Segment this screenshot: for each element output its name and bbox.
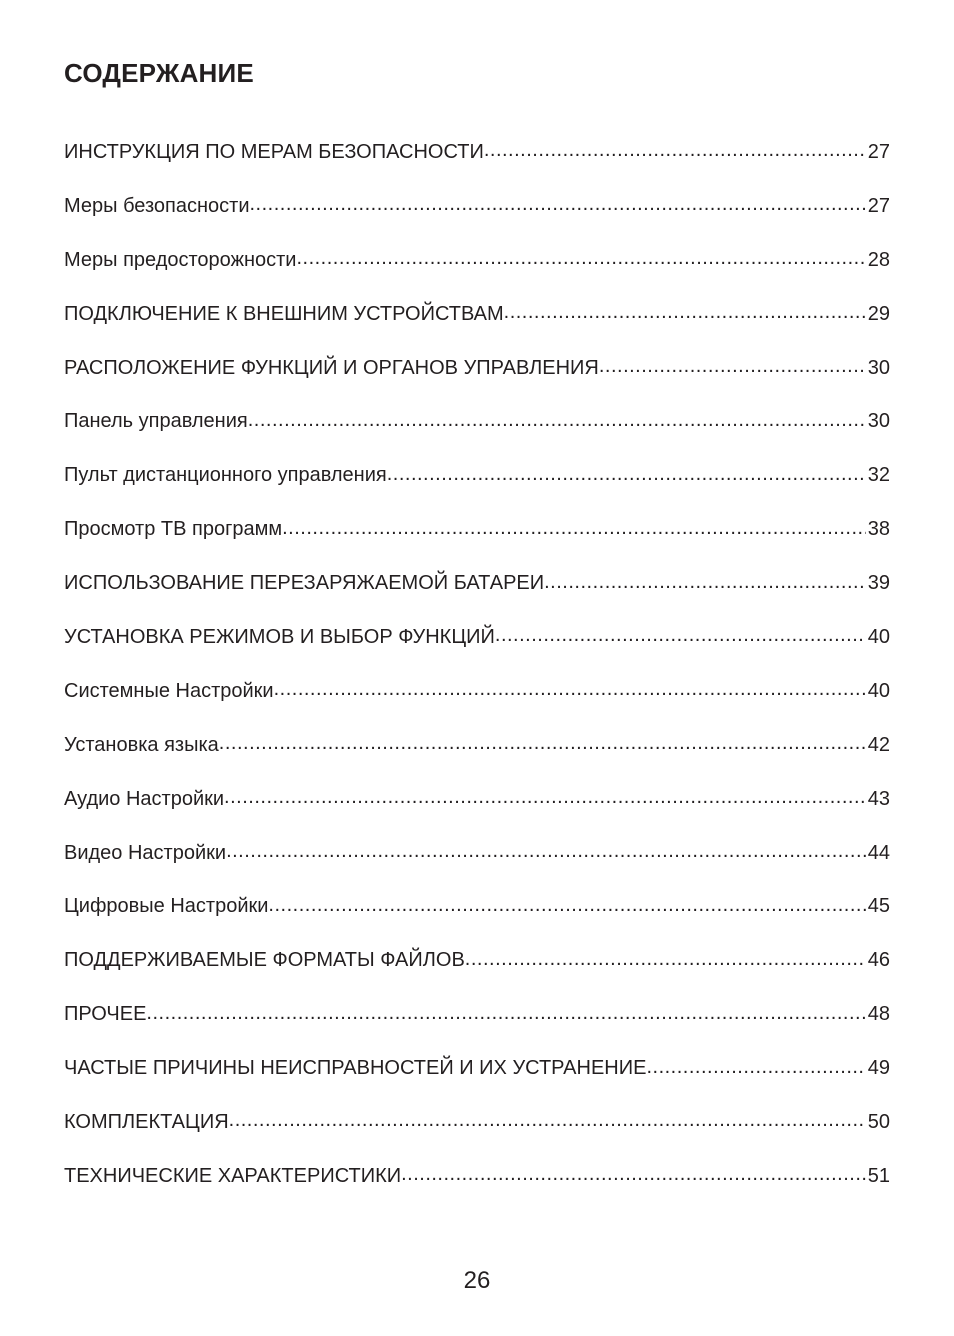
toc-entry-page: 27 [867, 194, 890, 217]
toc-leader-dots [268, 892, 866, 912]
toc-leader-dots [465, 946, 866, 966]
toc-entry-label: Цифровые Настройки [64, 895, 269, 918]
toc-entry-label: ИНСТРУКЦИЯ ПО МЕРАМ БЕЗОПАСНОСТИ [64, 141, 484, 163]
toc-entry-label: ТЕХНИЧЕСКИЕ ХАРАКТЕРИСТИКИ [64, 1164, 402, 1187]
toc-entry-label: КОМПЛЕКТАЦИЯ [64, 1111, 229, 1134]
toc-entry-page: 39 [867, 572, 890, 595]
toc-entry-page: 40 [867, 626, 890, 649]
toc-entry-label: Панель управления [64, 410, 248, 433]
toc-entry-label: ЧАСТЫЕ ПРИЧИНЫ НЕИСПРАВНОСТЕЙ И ИХ УСТРАНЕНИЕ [64, 1057, 647, 1080]
toc-leader-dots [226, 839, 866, 859]
toc-entry [64, 1162, 890, 1216]
toc-entry [64, 246, 890, 300]
toc-entry-label: Видео Настройки [64, 841, 227, 864]
toc-entry-page: 45 [867, 895, 890, 918]
toc-entry-page: 29 [867, 302, 890, 325]
toc-leader-dots [229, 1108, 866, 1128]
toc-leader-dots [646, 1054, 866, 1074]
toc-leader-dots [504, 300, 866, 320]
toc-entry-label: Пульт дистанционного управления [64, 464, 387, 487]
toc-entry-page: 48 [867, 1003, 890, 1026]
toc-leader-dots [274, 677, 866, 697]
toc-leader-dots [495, 623, 866, 643]
table-of-contents [64, 138, 890, 1216]
toc-entry-page: 44 [867, 841, 890, 864]
toc-leader-dots [296, 246, 866, 266]
toc-entry [64, 1054, 890, 1108]
toc-leader-dots [401, 1162, 866, 1182]
toc-leader-dots [282, 515, 866, 535]
toc-entry [64, 461, 890, 515]
toc-entry [64, 300, 890, 354]
page-number: 26 [463, 1267, 491, 1294]
toc-entry-page: 30 [867, 410, 890, 433]
toc-entry-label: Меры предосторожности [64, 248, 297, 271]
toc-entry-label: Меры безопасности [64, 194, 250, 217]
toc-entry [64, 515, 890, 569]
toc-leader-dots [250, 192, 867, 212]
toc-entry [64, 677, 890, 731]
toc-entry-page: 51 [867, 1164, 890, 1187]
toc-leader-dots [248, 407, 866, 427]
toc-entry-label: ПРОЧЕЕ [64, 1003, 147, 1026]
toc-entry-label: ИСПОЛЬЗОВАНИЕ ПЕРЕЗАРЯЖАЕМОЙ БАТАРЕИ [64, 572, 545, 595]
toc-entry-page: 30 [867, 356, 890, 379]
toc-entry-label: Системные Настройки [64, 679, 274, 702]
toc-entry [64, 1108, 890, 1162]
toc-entry-label: ПОДДЕРЖИВАЕМЫЕ ФОРМАТЫ ФАЙЛОВ [64, 949, 465, 972]
toc-leader-dots [387, 461, 866, 481]
page-title: СОДЕРЖАНИЕ [64, 58, 254, 88]
toc-leader-dots [599, 354, 866, 374]
toc-entry-page: 27 [867, 141, 890, 163]
toc-entry-label: Аудио Настройки [64, 787, 225, 810]
toc-entry [64, 623, 890, 677]
toc-leader-dots [146, 1000, 866, 1020]
toc-entry-page: 46 [867, 949, 890, 972]
toc-entry-label: ПОДКЛЮЧЕНИЕ К ВНЕШНИМ УСТРОЙСТВАМ [64, 302, 504, 325]
toc-entry [64, 946, 890, 1000]
toc-entry-page: 32 [867, 464, 890, 487]
toc-entry [64, 354, 890, 408]
toc-entry-page: 42 [867, 733, 890, 756]
toc-entry-label: Установка языка [64, 733, 219, 756]
toc-entry [64, 785, 890, 839]
toc-entry-page: 38 [867, 518, 890, 541]
toc-entry [64, 1000, 890, 1054]
toc-entry [64, 731, 890, 785]
toc-entry [64, 138, 890, 192]
toc-entry-label: Просмотр ТВ программ [64, 518, 283, 541]
toc-leader-dots [219, 731, 866, 751]
toc-entry-page: 28 [867, 248, 890, 271]
toc-entry [64, 569, 890, 623]
toc-entry-page: 49 [867, 1057, 890, 1080]
toc-leader-dots [544, 569, 866, 589]
toc-leader-dots [224, 785, 866, 805]
toc-entry-page: 40 [867, 679, 890, 702]
toc-entry [64, 192, 890, 246]
toc-leader-dots [484, 138, 866, 158]
toc-entry-label: РАСПОЛОЖЕНИЕ ФУНКЦИЙ И ОРГАНОВ УПРАВЛЕНИЯ [64, 356, 599, 379]
toc-entry [64, 839, 890, 893]
toc-entry-page: 43 [867, 787, 890, 810]
toc-entry [64, 407, 890, 461]
toc-entry-page: 50 [867, 1111, 890, 1134]
toc-entry-label: УСТАНОВКА РЕЖИМОВ И ВЫБОР ФУНКЦИЙ [64, 626, 495, 649]
toc-entry [64, 892, 890, 946]
